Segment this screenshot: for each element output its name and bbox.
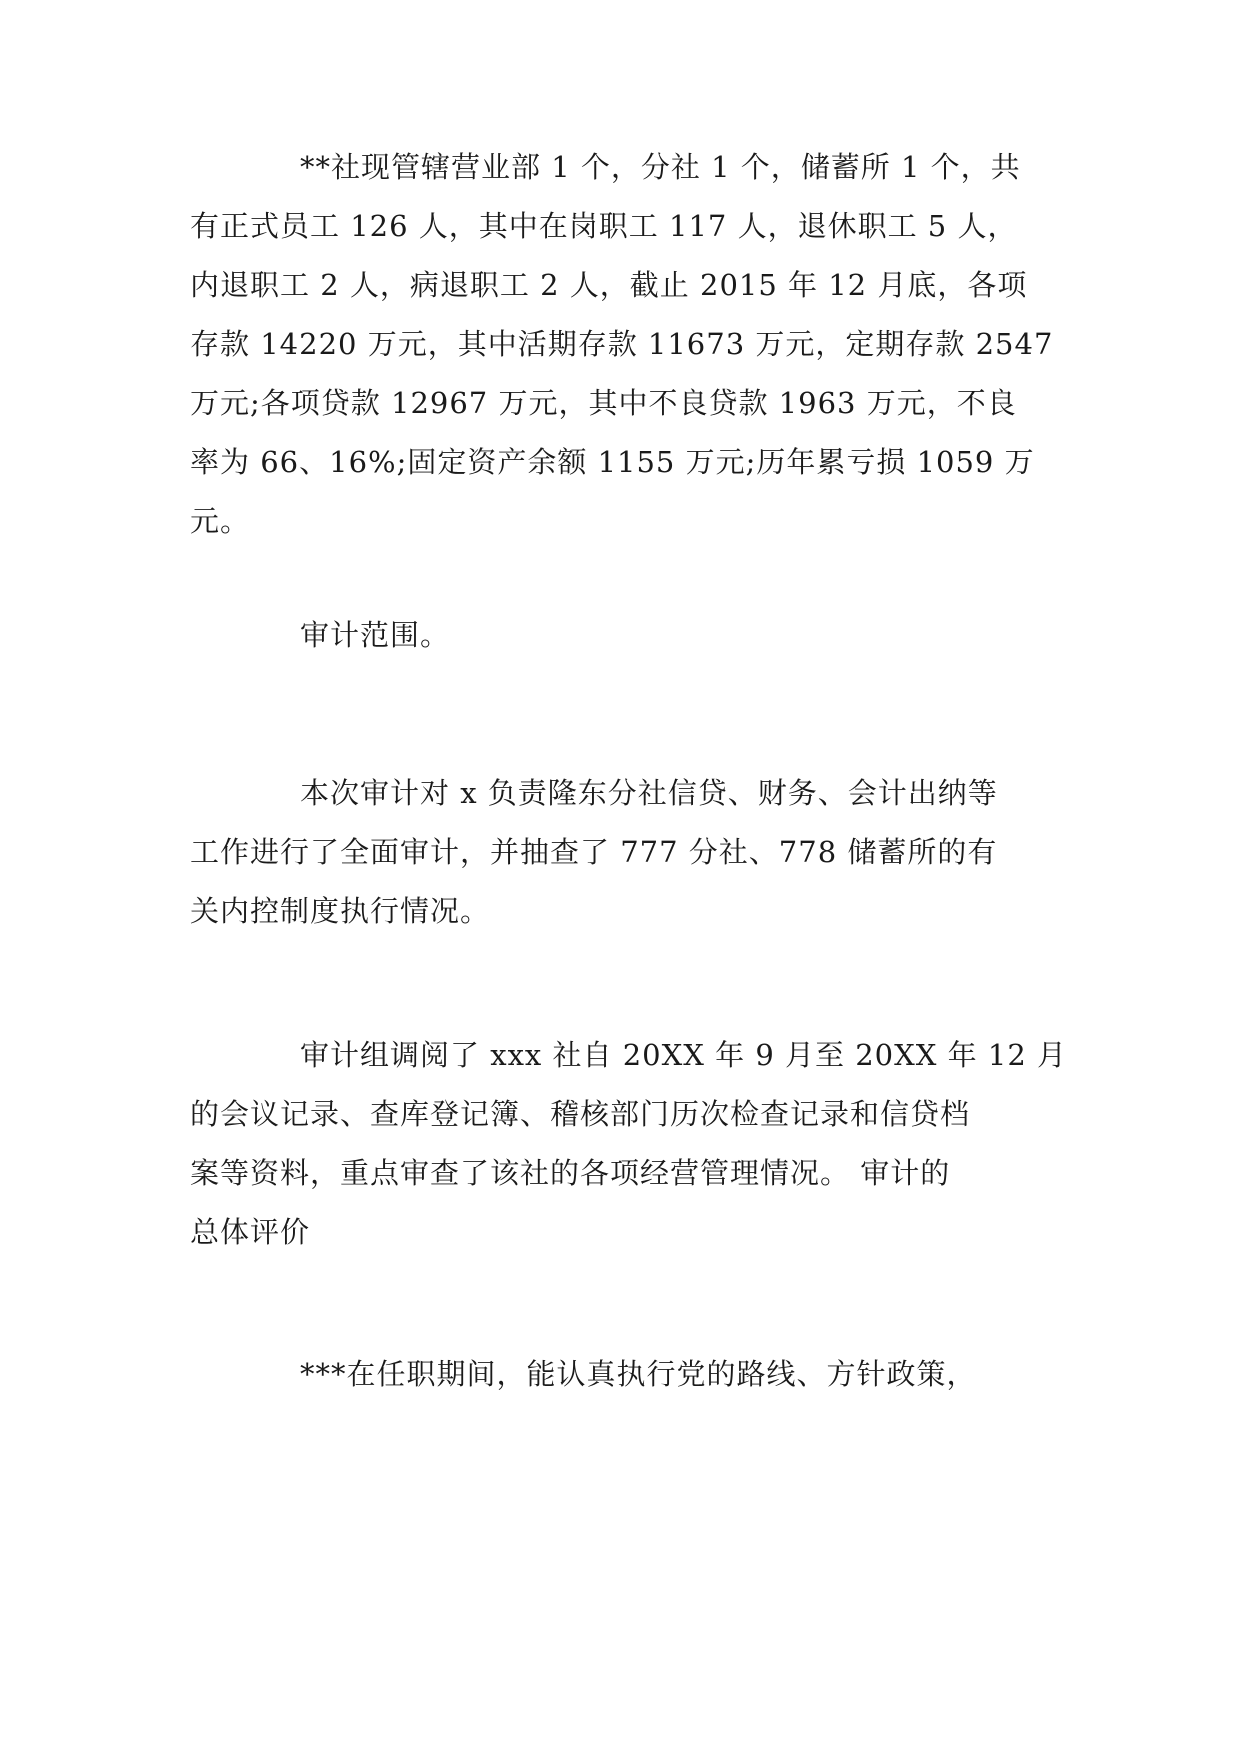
text-line: 总体评价 [190,1215,311,1249]
paragraph-intro [190,138,1054,551]
text-line: 存款 14220 万元，其中活期存款 11673 万元，定期存款 2547 [190,327,1054,361]
text-line: **社现管辖营业部 1 个，分社 1 个，储蓄所 1 个，共 [300,150,1021,184]
text-line: ***在任职期间，能认真执行党的路线、方针政策， [300,1357,977,1391]
section-heading-scope [190,606,1050,665]
paragraph-scope [190,764,1050,941]
paragraph-evaluation [190,1345,1050,1404]
text-line: 案等资料，重点审查了该社的各项经营管理情况。 审计的 [190,1156,951,1190]
text-line: 本次审计对 x 负责隆东分社信贷、财务、会计出纳等 [300,776,998,810]
text-line: 审计组调阅了 xxx 社自 20XX 年 9 月至 20XX 年 12 月 [300,1038,1067,1072]
text-line: 有正式员工 126 人，其中在岗职工 117 人，退休职工 5 人， [190,209,1018,243]
text-line: 内退职工 2 人，病退职工 2 人，截止 2015 年 12 月底，各项 [190,268,1028,302]
heading-text: 审计范围。 [300,618,451,652]
text-line: 率为 66、16%;固定资产余额 1155 万元;历年累亏损 1059 万 [190,445,1035,479]
text-line: 元。 [190,504,251,538]
text-line: 工作进行了全面审计，并抽查了 777 分社、778 储蓄所的有 [190,835,998,869]
paragraph-method [190,1026,1067,1262]
text-line: 的会议记录、查库登记簿、稽核部门历次检查记录和信贷档 [190,1097,971,1131]
text-line: 万元;各项贷款 12967 万元，其中不良贷款 1963 万元，不良 [190,386,1017,420]
text-line: 关内控制度执行情况。 [190,894,491,928]
